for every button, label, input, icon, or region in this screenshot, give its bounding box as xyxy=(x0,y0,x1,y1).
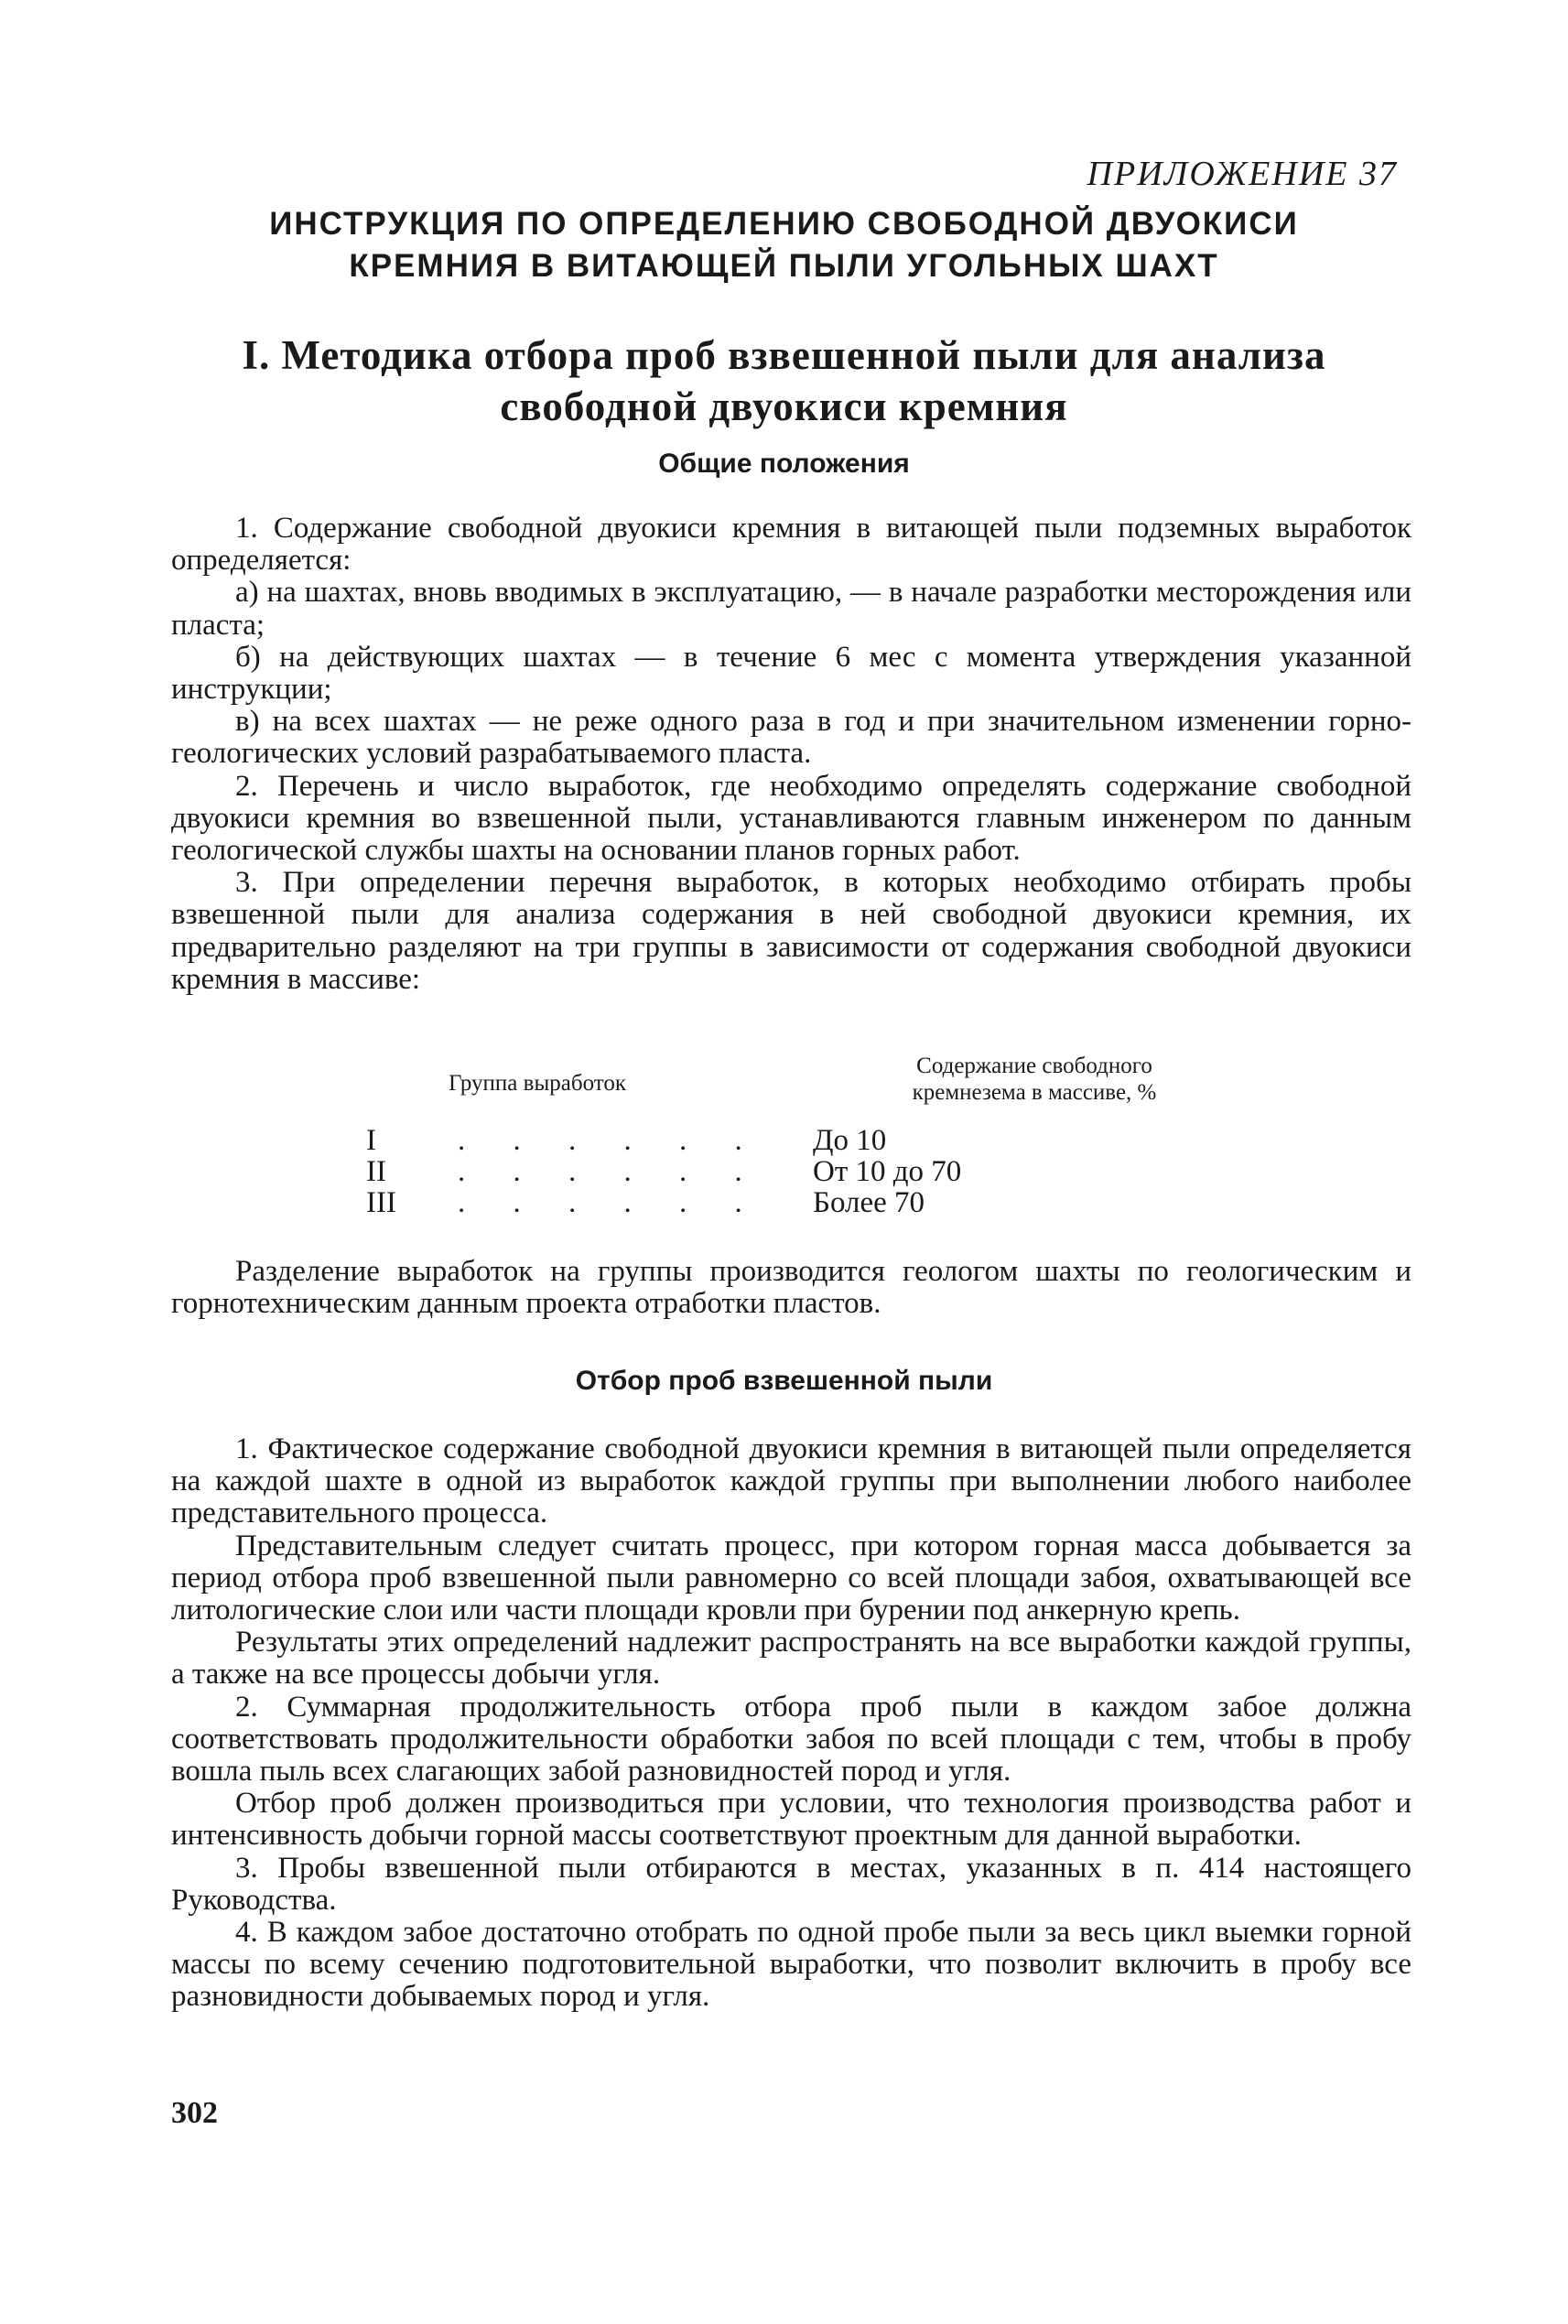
section-title-line-2: свободной двуокиси кремния xyxy=(500,384,1068,429)
table-row xyxy=(357,1124,1227,1157)
appendix-label: ПРИЛОЖЕНИЕ 37 xyxy=(1087,155,1398,193)
general-provisions-text xyxy=(171,513,1411,996)
table-cell-dots: . . . . . . xyxy=(458,1124,762,1157)
paragraph: 3. При определении перечня выработок, в которых необходимо отбирать пробы взвешенной пыли для анализа содержания в ней свободной двуокиси кремния, их предварительно разделяют на три группы в зависимости от содержания свободной двуокиси кремния в массиве: xyxy=(171,866,1411,996)
subheading-general: Общие положения xyxy=(658,449,910,479)
table-cell-dots: . . . . . . xyxy=(458,1186,762,1219)
paragraph: Разделение выработок на группы производится геологом шахты по геологическим и горнотехническим данным проекта отработки пластов. xyxy=(171,1255,1411,1321)
after-table-text xyxy=(171,1256,1411,1320)
table-header-group: Группа выработок xyxy=(449,1071,626,1096)
paragraph: 1. Фактическое содержание свободной двуокиси кремния в витающей пыли определяется на каждой шахте в одной из выработок каждой группы при выполнении любого наиболее представительного процесса. xyxy=(171,1432,1411,1530)
paragraph: 2. Перечень и число выработок, где необходимо определять содержание свободной двуокиси кремния во взвешенной пыли, устанавливаются главным инженером по данным геологической службы шахты на основании планов горных работ. xyxy=(171,769,1411,868)
sampling-text xyxy=(171,1433,1411,2014)
paragraph: Представительным следует считать процесс, при котором горная масса добывается за период отбора проб взвешенной пыли равномерно со всей площади забоя, охватывающей все литологические слои или части площади кровли при бурении под анкерную крепь. xyxy=(171,1529,1411,1627)
table-cell-value: Более 70 xyxy=(813,1186,925,1219)
paragraph: Результаты этих определений надлежит распространять на все выработки каждой группы, а также на все процессы добычи угля. xyxy=(171,1626,1411,1692)
page-number: 302 xyxy=(171,2096,218,2130)
table-header-content-line-1: Содержание свободного xyxy=(916,1054,1152,1078)
paragraph: Отбор проб должен производиться при условии, что технология производства работ и интенсивность добычи горной массы соответствуют проектным для данной выработки. xyxy=(171,1787,1411,1853)
subheading-sampling: Отбор проб взвешенной пыли xyxy=(575,1366,993,1396)
paragraph: 4. В каждом забое достаточно отобрать по одной пробе пыли за весь цикл выемки горной массы по всему сечению подготовительной выработки, что позволит включить в пробу все разновидности добываемых пород и угля. xyxy=(171,1916,1411,2014)
main-title-line-1: ИНСТРУКЦИЯ ПО ОПРЕДЕЛЕНИЮ СВОБОДНОЙ ДВУОКИСИ xyxy=(269,206,1299,242)
paragraph: б) на действующих шахтах — в течение 6 мес с момента утверждения указанной инструкции; xyxy=(171,640,1411,707)
table-cell-group: II xyxy=(366,1155,386,1188)
paragraph: 3. Пробы взвешенной пыли отбираются в местах, указанных в п. 414 настоящего Руководства. xyxy=(171,1851,1411,1917)
table-cell-value: От 10 до 70 xyxy=(813,1155,962,1188)
table-cell-value: До 10 xyxy=(813,1124,887,1157)
table-cell-dots: . . . . . . xyxy=(458,1155,762,1188)
section-title-line-1: I. Методика отбора проб взвешенной пыли для анализа xyxy=(242,332,1326,378)
paragraph: а) на шахтах, вновь вводимых в эксплуатацию, — в начале разработки месторождения или пласта; xyxy=(171,576,1411,642)
table-cell-group: III xyxy=(366,1186,396,1219)
table-row xyxy=(357,1186,1227,1219)
paragraph: 1. Содержание свободной двуокиси кремния в витающей пыли подземных выработок определяется: xyxy=(171,512,1411,578)
table-header-content-line-2: кремнезема в массиве, % xyxy=(912,1080,1157,1105)
table-cell-group: I xyxy=(366,1124,376,1157)
table-row xyxy=(357,1155,1227,1188)
section-title xyxy=(183,330,1385,432)
paragraph: в) на всех шахтах — не реже одного раза в год и при значительном изменении горно-геологических условий разрабатываемого пласта. xyxy=(171,705,1411,771)
table-header-content xyxy=(842,1053,1227,1106)
main-title xyxy=(183,203,1385,287)
main-title-line-2: КРЕМНИЯ В ВИТАЮЩЕЙ ПЫЛИ УГОЛЬНЫХ ШАХТ xyxy=(349,248,1219,284)
paragraph: 2. Суммарная продолжительность отбора проб пыли в каждом забое должна соответствовать продолжительности обработки забоя по всей площади с тем, чтобы в пробу вошла пыль всех слагающих забой разновидностей пород и угля. xyxy=(171,1690,1411,1789)
